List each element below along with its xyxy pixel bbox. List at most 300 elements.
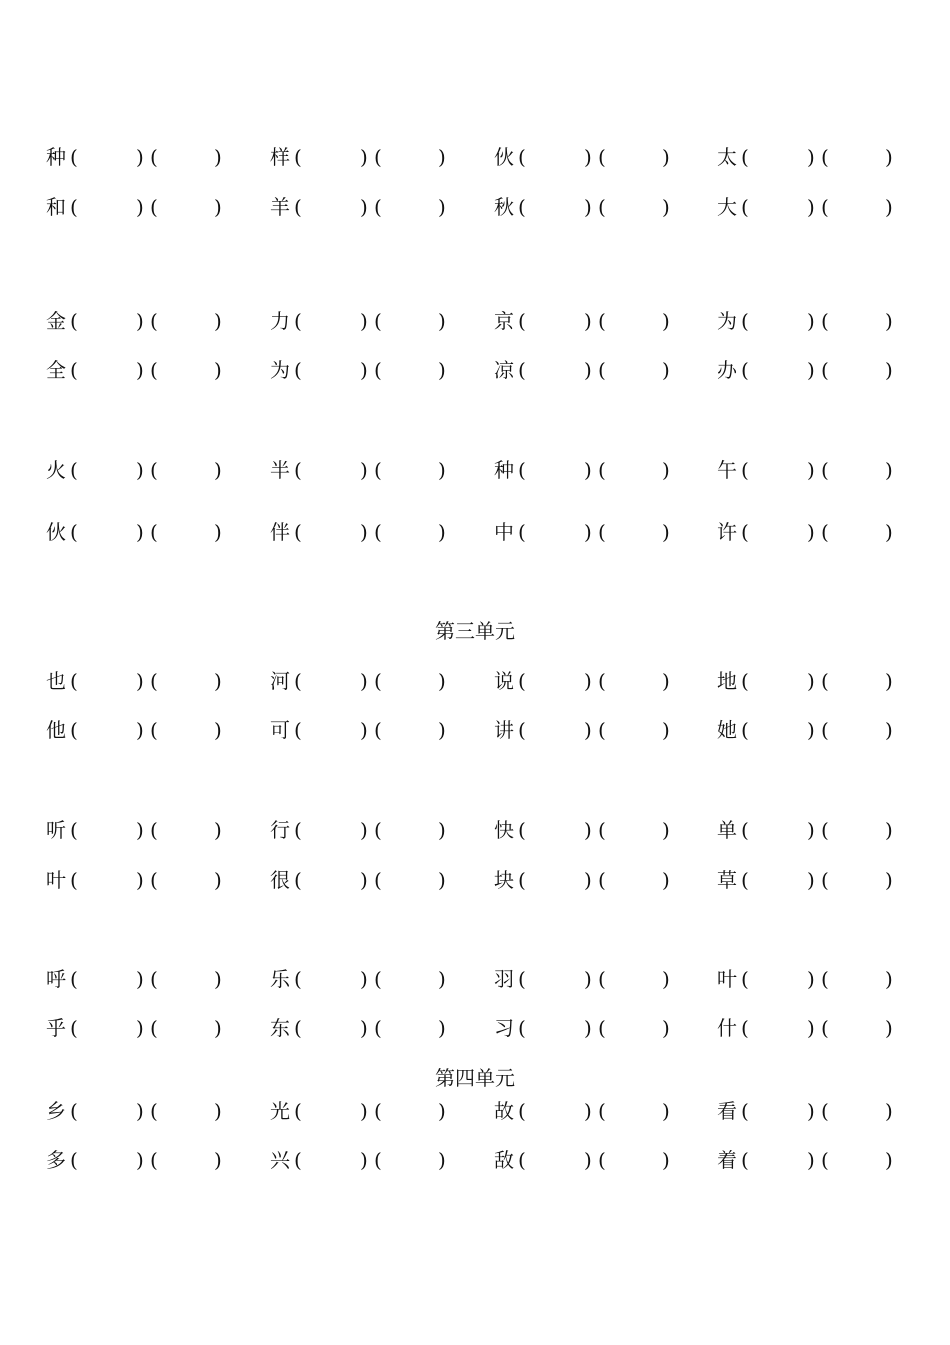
paren-close-2: )	[438, 520, 446, 544]
paren-open-1: (	[294, 1099, 302, 1123]
character-label: 乎	[46, 1016, 66, 1040]
character-label: 光	[270, 1099, 290, 1123]
paren-open-2: (	[598, 309, 606, 333]
character-label: 许	[717, 520, 737, 544]
paren-close-1: )	[807, 195, 815, 219]
paren-open-1: (	[518, 818, 526, 842]
paren-open-2: (	[374, 1016, 382, 1040]
paren-open-1: (	[294, 1016, 302, 1040]
paren-close-2: )	[214, 967, 222, 991]
paren-open-1: (	[294, 868, 302, 892]
paren-open-1: (	[741, 458, 749, 482]
character-entry	[494, 455, 694, 485]
paren-open-1: (	[741, 818, 749, 842]
paren-close-1: )	[360, 1148, 368, 1172]
paren-close-1: )	[360, 1016, 368, 1040]
paren-close-1: )	[807, 818, 815, 842]
character-entry	[494, 815, 694, 845]
character-label: 东	[270, 1016, 290, 1040]
paren-close-1: )	[807, 868, 815, 892]
character-entry	[46, 517, 246, 547]
paren-close-2: )	[214, 1016, 222, 1040]
character-label: 伙	[494, 145, 514, 169]
paren-close-2: )	[662, 718, 670, 742]
paren-open-2: (	[374, 195, 382, 219]
paren-close-2: )	[214, 868, 222, 892]
paren-close-1: )	[360, 458, 368, 482]
paren-open-1: (	[741, 1099, 749, 1123]
paren-open-1: (	[70, 669, 78, 693]
paren-open-1: (	[518, 669, 526, 693]
paren-open-2: (	[821, 520, 829, 544]
character-entry	[494, 306, 694, 336]
paren-open-1: (	[70, 358, 78, 382]
paren-close-2: )	[662, 1099, 670, 1123]
paren-open-2: (	[598, 669, 606, 693]
paren-close-1: )	[136, 309, 144, 333]
paren-close-1: )	[584, 868, 592, 892]
paren-open-2: (	[150, 145, 158, 169]
paren-open-2: (	[374, 967, 382, 991]
character-label: 为	[270, 358, 290, 382]
character-row	[0, 142, 950, 172]
character-entry	[717, 192, 917, 222]
character-entry	[270, 455, 470, 485]
character-label: 草	[717, 868, 737, 892]
paren-close-1: )	[360, 145, 368, 169]
paren-open-2: (	[598, 718, 606, 742]
character-label: 可	[270, 718, 290, 742]
character-entry	[494, 1145, 694, 1175]
character-label: 全	[46, 358, 66, 382]
paren-close-1: )	[807, 520, 815, 544]
character-label: 讲	[494, 718, 514, 742]
paren-close-1: )	[807, 145, 815, 169]
paren-close-2: )	[885, 145, 893, 169]
character-entry	[270, 1145, 470, 1175]
paren-close-2: )	[214, 358, 222, 382]
paren-open-2: (	[374, 309, 382, 333]
paren-open-1: (	[70, 818, 78, 842]
character-entry	[717, 1145, 917, 1175]
paren-close-1: )	[136, 1016, 144, 1040]
paren-close-2: )	[885, 718, 893, 742]
paren-open-2: (	[598, 358, 606, 382]
paren-close-1: )	[136, 1148, 144, 1172]
character-entry	[494, 964, 694, 994]
paren-close-2: )	[438, 1016, 446, 1040]
paren-close-1: )	[136, 718, 144, 742]
paren-open-1: (	[741, 868, 749, 892]
character-label: 习	[494, 1016, 514, 1040]
character-label: 叶	[46, 868, 66, 892]
character-entry	[494, 1013, 694, 1043]
paren-close-1: )	[136, 868, 144, 892]
paren-open-2: (	[374, 669, 382, 693]
paren-close-1: )	[584, 358, 592, 382]
paren-close-2: )	[214, 309, 222, 333]
character-label: 她	[717, 718, 737, 742]
paren-close-2: )	[885, 669, 893, 693]
paren-close-1: )	[136, 818, 144, 842]
paren-open-2: (	[821, 818, 829, 842]
paren-close-2: )	[214, 195, 222, 219]
paren-open-1: (	[70, 1099, 78, 1123]
paren-close-1: )	[807, 309, 815, 333]
paren-close-1: )	[807, 1148, 815, 1172]
character-entry	[494, 142, 694, 172]
paren-open-2: (	[374, 818, 382, 842]
paren-open-2: (	[821, 669, 829, 693]
paren-open-2: (	[150, 718, 158, 742]
character-label: 呼	[46, 967, 66, 991]
paren-open-2: (	[598, 195, 606, 219]
paren-open-2: (	[150, 669, 158, 693]
paren-close-2: )	[438, 309, 446, 333]
character-entry	[46, 865, 246, 895]
paren-close-2: )	[662, 458, 670, 482]
paren-open-2: (	[598, 1148, 606, 1172]
character-entry	[270, 964, 470, 994]
paren-open-1: (	[741, 1016, 749, 1040]
paren-open-2: (	[821, 967, 829, 991]
paren-open-2: (	[150, 309, 158, 333]
paren-open-2: (	[374, 1099, 382, 1123]
paren-close-2: )	[662, 1016, 670, 1040]
character-entry	[717, 142, 917, 172]
character-entry	[270, 355, 470, 385]
character-entry	[270, 142, 470, 172]
character-label: 什	[717, 1016, 737, 1040]
character-row	[0, 306, 950, 336]
paren-open-2: (	[150, 458, 158, 482]
character-label: 说	[494, 669, 514, 693]
paren-open-2: (	[150, 818, 158, 842]
character-label: 京	[494, 309, 514, 333]
paren-close-2: )	[885, 195, 893, 219]
paren-close-2: )	[885, 868, 893, 892]
paren-open-1: (	[294, 195, 302, 219]
character-label: 力	[270, 309, 290, 333]
character-entry	[270, 815, 470, 845]
paren-open-1: (	[70, 458, 78, 482]
paren-close-1: )	[360, 520, 368, 544]
character-entry	[717, 1096, 917, 1126]
character-entry	[46, 306, 246, 336]
paren-close-1: )	[360, 669, 368, 693]
paren-close-1: )	[360, 967, 368, 991]
character-row	[0, 1013, 950, 1043]
paren-open-2: (	[150, 1016, 158, 1040]
paren-open-1: (	[70, 195, 78, 219]
paren-open-2: (	[150, 967, 158, 991]
paren-open-2: (	[598, 520, 606, 544]
paren-close-2: )	[885, 967, 893, 991]
paren-close-2: )	[214, 458, 222, 482]
character-entry	[46, 1096, 246, 1126]
character-entry	[494, 666, 694, 696]
character-entry	[270, 306, 470, 336]
paren-open-1: (	[70, 967, 78, 991]
paren-open-2: (	[821, 195, 829, 219]
paren-close-1: )	[584, 309, 592, 333]
paren-open-2: (	[598, 868, 606, 892]
character-label: 种	[494, 458, 514, 482]
paren-close-1: )	[360, 868, 368, 892]
paren-close-1: )	[360, 718, 368, 742]
character-entry	[494, 1096, 694, 1126]
character-entry	[717, 666, 917, 696]
character-row	[0, 517, 950, 547]
paren-open-1: (	[741, 718, 749, 742]
paren-open-1: (	[70, 145, 78, 169]
paren-close-2: )	[214, 1148, 222, 1172]
character-entry	[717, 715, 917, 745]
paren-open-1: (	[70, 1148, 78, 1172]
paren-close-1: )	[360, 309, 368, 333]
paren-open-1: (	[518, 458, 526, 482]
character-entry	[270, 865, 470, 895]
character-label: 羽	[494, 967, 514, 991]
paren-open-2: (	[821, 458, 829, 482]
character-row	[0, 666, 950, 696]
character-label: 河	[270, 669, 290, 693]
paren-close-2: )	[214, 520, 222, 544]
paren-open-1: (	[294, 309, 302, 333]
paren-open-1: (	[70, 309, 78, 333]
paren-close-2: )	[438, 868, 446, 892]
character-label: 大	[717, 195, 737, 219]
character-label: 乐	[270, 967, 290, 991]
character-entry	[717, 355, 917, 385]
character-label: 种	[46, 145, 66, 169]
paren-open-2: (	[821, 1148, 829, 1172]
character-label: 半	[270, 458, 290, 482]
character-label: 叶	[717, 967, 737, 991]
character-row	[0, 455, 950, 485]
character-label: 多	[46, 1148, 66, 1172]
paren-close-2: )	[662, 145, 670, 169]
paren-open-1: (	[518, 520, 526, 544]
character-label: 着	[717, 1148, 737, 1172]
paren-open-2: (	[374, 520, 382, 544]
paren-close-2: )	[214, 718, 222, 742]
paren-open-1: (	[70, 718, 78, 742]
character-label: 他	[46, 718, 66, 742]
character-label: 乡	[46, 1099, 66, 1123]
paren-open-1: (	[518, 1016, 526, 1040]
paren-close-1: )	[584, 458, 592, 482]
paren-close-2: )	[438, 458, 446, 482]
character-entry	[46, 815, 246, 845]
character-row	[0, 1096, 950, 1126]
paren-open-2: (	[598, 145, 606, 169]
paren-open-2: (	[150, 520, 158, 544]
character-label: 看	[717, 1099, 737, 1123]
paren-close-1: )	[807, 967, 815, 991]
paren-close-1: )	[807, 669, 815, 693]
character-entry	[46, 455, 246, 485]
paren-close-2: )	[662, 358, 670, 382]
character-label: 秋	[494, 195, 514, 219]
character-entry	[46, 666, 246, 696]
character-label: 听	[46, 818, 66, 842]
paren-open-1: (	[518, 868, 526, 892]
paren-open-2: (	[598, 967, 606, 991]
paren-close-2: )	[885, 1016, 893, 1040]
paren-open-2: (	[150, 358, 158, 382]
character-label: 块	[494, 868, 514, 892]
paren-close-2: )	[438, 1148, 446, 1172]
paren-open-1: (	[518, 195, 526, 219]
paren-open-1: (	[741, 669, 749, 693]
character-label: 敌	[494, 1148, 514, 1172]
character-entry	[270, 1013, 470, 1043]
character-entry	[270, 715, 470, 745]
paren-close-1: )	[136, 145, 144, 169]
paren-open-2: (	[374, 458, 382, 482]
paren-close-2: )	[438, 358, 446, 382]
character-label: 午	[717, 458, 737, 482]
paren-close-2: )	[662, 818, 670, 842]
character-label: 金	[46, 309, 66, 333]
character-label: 地	[717, 669, 737, 693]
paren-close-1: )	[136, 458, 144, 482]
character-entry	[46, 192, 246, 222]
paren-close-2: )	[662, 868, 670, 892]
paren-open-2: (	[821, 358, 829, 382]
paren-close-2: )	[438, 195, 446, 219]
paren-close-1: )	[807, 458, 815, 482]
character-label: 和	[46, 195, 66, 219]
paren-open-1: (	[518, 309, 526, 333]
paren-open-1: (	[294, 818, 302, 842]
paren-open-1: (	[518, 1148, 526, 1172]
character-entry	[494, 192, 694, 222]
paren-open-1: (	[70, 520, 78, 544]
paren-open-2: (	[374, 358, 382, 382]
paren-close-1: )	[584, 520, 592, 544]
paren-open-1: (	[518, 967, 526, 991]
character-label: 伙	[46, 520, 66, 544]
paren-close-1: )	[584, 669, 592, 693]
paren-open-1: (	[741, 520, 749, 544]
character-label: 中	[494, 520, 514, 544]
paren-close-1: )	[584, 718, 592, 742]
paren-open-2: (	[821, 145, 829, 169]
character-row	[0, 815, 950, 845]
paren-open-1: (	[518, 145, 526, 169]
paren-close-1: )	[136, 195, 144, 219]
character-label: 凉	[494, 358, 514, 382]
character-entry	[46, 1145, 246, 1175]
paren-open-1: (	[294, 669, 302, 693]
paren-open-2: (	[821, 1099, 829, 1123]
paren-open-1: (	[741, 967, 749, 991]
character-entry	[46, 715, 246, 745]
paren-open-1: (	[741, 358, 749, 382]
paren-close-2: )	[662, 520, 670, 544]
paren-close-1: )	[360, 1099, 368, 1123]
paren-open-1: (	[294, 718, 302, 742]
unit-4-heading: 第四单元	[435, 1066, 515, 1090]
paren-close-1: )	[360, 818, 368, 842]
unit-3-heading: 第三单元	[435, 619, 515, 643]
paren-open-2: (	[821, 309, 829, 333]
paren-close-1: )	[807, 1099, 815, 1123]
paren-close-1: )	[584, 195, 592, 219]
paren-close-2: )	[438, 967, 446, 991]
paren-open-2: (	[598, 1016, 606, 1040]
paren-close-1: )	[136, 669, 144, 693]
paren-close-2: )	[662, 1148, 670, 1172]
character-entry	[717, 517, 917, 547]
paren-close-2: )	[662, 669, 670, 693]
character-entry	[494, 355, 694, 385]
paren-close-2: )	[438, 718, 446, 742]
paren-close-1: )	[584, 1016, 592, 1040]
character-label: 样	[270, 145, 290, 169]
paren-close-2: )	[662, 967, 670, 991]
paren-close-1: )	[136, 358, 144, 382]
character-entry	[46, 1013, 246, 1043]
paren-close-1: )	[807, 1016, 815, 1040]
paren-close-2: )	[662, 309, 670, 333]
character-label: 很	[270, 868, 290, 892]
character-entry	[270, 1096, 470, 1126]
character-entry	[717, 455, 917, 485]
paren-close-2: )	[885, 309, 893, 333]
character-entry	[717, 964, 917, 994]
paren-close-2: )	[885, 1148, 893, 1172]
paren-open-2: (	[821, 868, 829, 892]
character-row	[0, 964, 950, 994]
paren-close-1: )	[136, 1099, 144, 1123]
paren-close-2: )	[438, 818, 446, 842]
paren-open-2: (	[150, 1148, 158, 1172]
character-label: 快	[494, 818, 514, 842]
paren-close-1: )	[584, 967, 592, 991]
paren-open-1: (	[741, 309, 749, 333]
paren-close-1: )	[584, 1099, 592, 1123]
paren-close-2: )	[662, 195, 670, 219]
paren-open-1: (	[294, 1148, 302, 1172]
character-label: 太	[717, 145, 737, 169]
paren-open-1: (	[741, 1148, 749, 1172]
paren-open-1: (	[294, 145, 302, 169]
character-entry	[717, 865, 917, 895]
paren-open-2: (	[374, 145, 382, 169]
paren-close-1: )	[584, 145, 592, 169]
paren-close-2: )	[885, 458, 893, 482]
character-label: 火	[46, 458, 66, 482]
character-entry	[717, 815, 917, 845]
character-entry	[717, 1013, 917, 1043]
paren-open-2: (	[598, 1099, 606, 1123]
paren-open-2: (	[374, 718, 382, 742]
paren-open-2: (	[374, 868, 382, 892]
paren-close-2: )	[885, 358, 893, 382]
paren-close-2: )	[885, 818, 893, 842]
paren-close-1: )	[584, 1148, 592, 1172]
character-entry	[270, 517, 470, 547]
paren-close-1: )	[360, 195, 368, 219]
character-label: 行	[270, 818, 290, 842]
paren-open-2: (	[150, 195, 158, 219]
paren-open-1: (	[518, 718, 526, 742]
character-row	[0, 192, 950, 222]
character-entry	[46, 142, 246, 172]
